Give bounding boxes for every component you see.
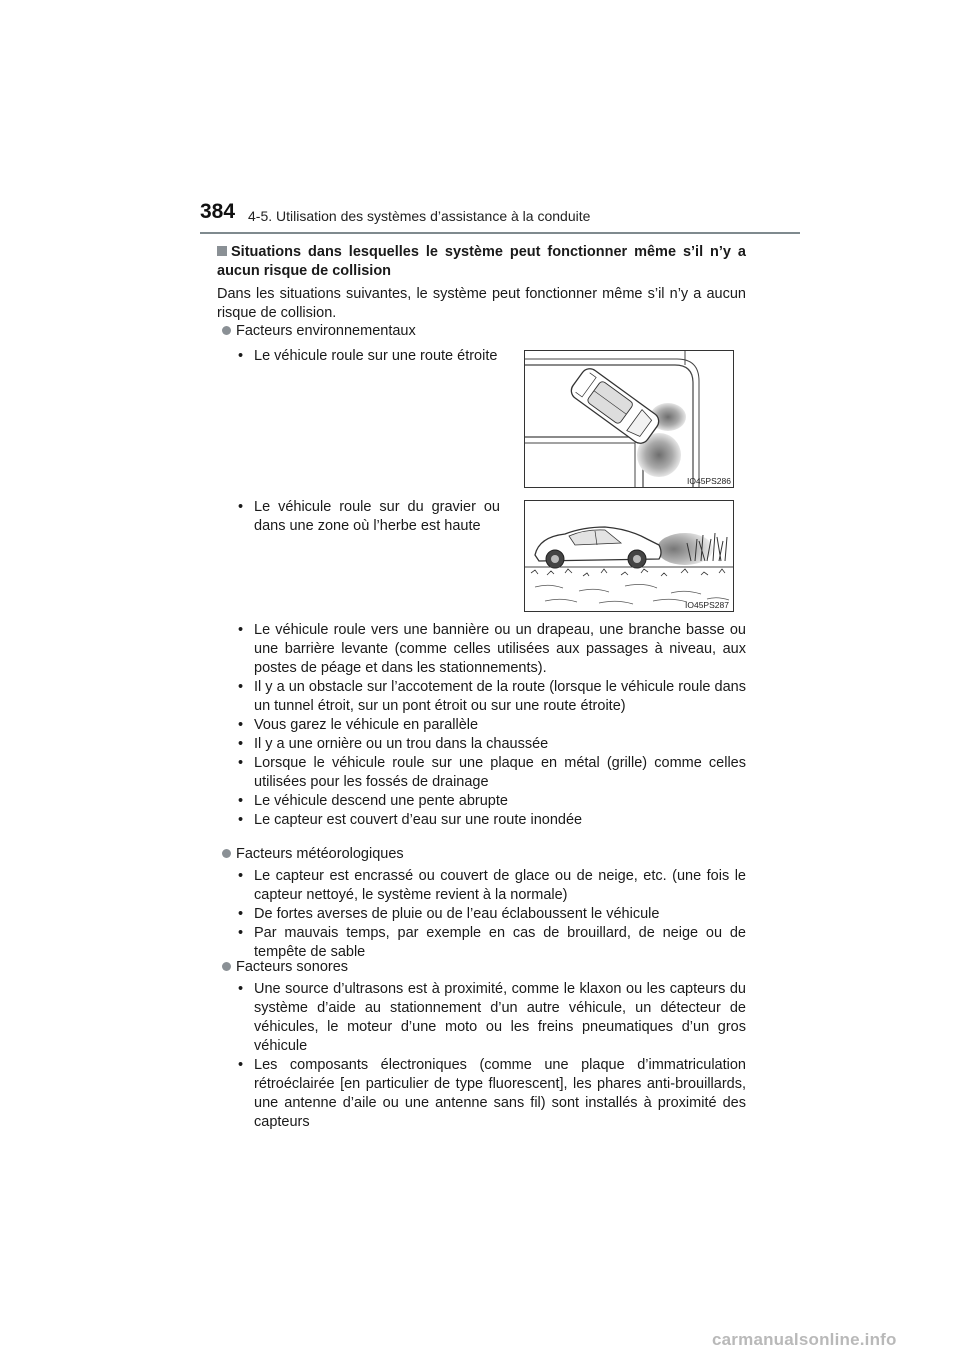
list-item: • Le véhicule roule sur du gravier ou dans une zone où l’herbe est haute (236, 498, 500, 536)
list-item: • Le véhicule descend une pente abrupte (236, 792, 746, 811)
category-title: Facteurs météorologiques (236, 846, 404, 862)
list-item: • Vous garez le véhicule en parallèle (236, 716, 746, 735)
section-heading (217, 243, 746, 281)
list-item: • Lorsque le véhicule roule sur une plaque en métal (grille) comme celles utilisées pour les fossés de drainage (236, 754, 746, 792)
list-item: • Le capteur est couvert d’eau sur une route inondée (236, 811, 746, 830)
list-item: • Le véhicule roule vers une bannière ou un drapeau, une branche basse ou une barrière levante (comme celles utilisées aux passages à niveau, aux postes de péage et dans les stationnements). (236, 621, 746, 678)
list-item: • Il y a un obstacle sur l’accotement de la route (lorsque le véhicule roule dans un tunnel étroit, sur un pont étroit ou sur une route étroite) (236, 678, 746, 716)
figure-item-1 (236, 347, 498, 366)
category-title: Facteurs sonores (236, 959, 349, 975)
category-environment (222, 322, 416, 341)
circle-bullet-icon (222, 962, 231, 971)
figure-code: IO45PS286 (687, 476, 731, 486)
sound-list (236, 980, 746, 1132)
section-heading-text: Situations dans lesquelles le système peut fonctionner même s’il n’y a aucun risque de collision (217, 244, 746, 279)
list-item: • Par mauvais temps, par exemple en cas de brouillard, de neige ou de tempête de sable (236, 924, 746, 962)
category-sound (222, 958, 348, 977)
figure-item-2 (236, 498, 500, 536)
figure-gravel-grass (524, 500, 734, 612)
list-item: • Les composants électroniques (comme une plaque d’immatriculation rétroéclairée [en particulier de type fluorescent], les phares anti-brouillards, une antenne d’aile ou une antenne sans fil) sont installés à proximité des capteurs (236, 1056, 746, 1132)
category-title: Facteurs environnementaux (236, 323, 416, 339)
list-item: • Le capteur est encrassé ou couvert de glace ou de neige, etc. (une fois le capteur nettoyé, le système revient à la normale) (236, 867, 746, 905)
gravel-grass-illustration (525, 501, 733, 611)
chapter-title: 4-5. Utilisation des systèmes d’assistance à la conduite (248, 208, 591, 224)
category-weather (222, 845, 404, 864)
environment-list (236, 621, 746, 830)
header-rule (200, 232, 800, 234)
list-item: • Le véhicule roule sur une route étroite (236, 347, 498, 366)
list-item: • Il y a une ornière ou un trou dans la chaussée (236, 735, 746, 754)
circle-bullet-icon (222, 849, 231, 858)
watermark: carmanualsonline.info (712, 1330, 897, 1349)
list-item: • De fortes averses de pluie ou de l’eau éclaboussent le véhicule (236, 905, 746, 924)
weather-list (236, 867, 746, 962)
page-number: 384 (200, 200, 236, 223)
figure-narrow-road (524, 350, 734, 488)
circle-bullet-icon (222, 326, 231, 335)
narrow-road-illustration (525, 351, 733, 487)
list-item: • Une source d’ultrasons est à proximité, comme le klaxon ou les capteurs du système d’aide au stationnement d’un autre véhicule, un détecteur de véhicules, le moteur d’une moto ou les freins pneumatiques d’un gros véhicule (236, 980, 746, 1056)
square-bullet-icon (217, 246, 227, 256)
section-intro: Dans les situations suivantes, le système peut fonctionner même s’il n’y a aucun risque de collision. (217, 286, 746, 321)
figure-code: IO45PS287 (685, 600, 729, 610)
